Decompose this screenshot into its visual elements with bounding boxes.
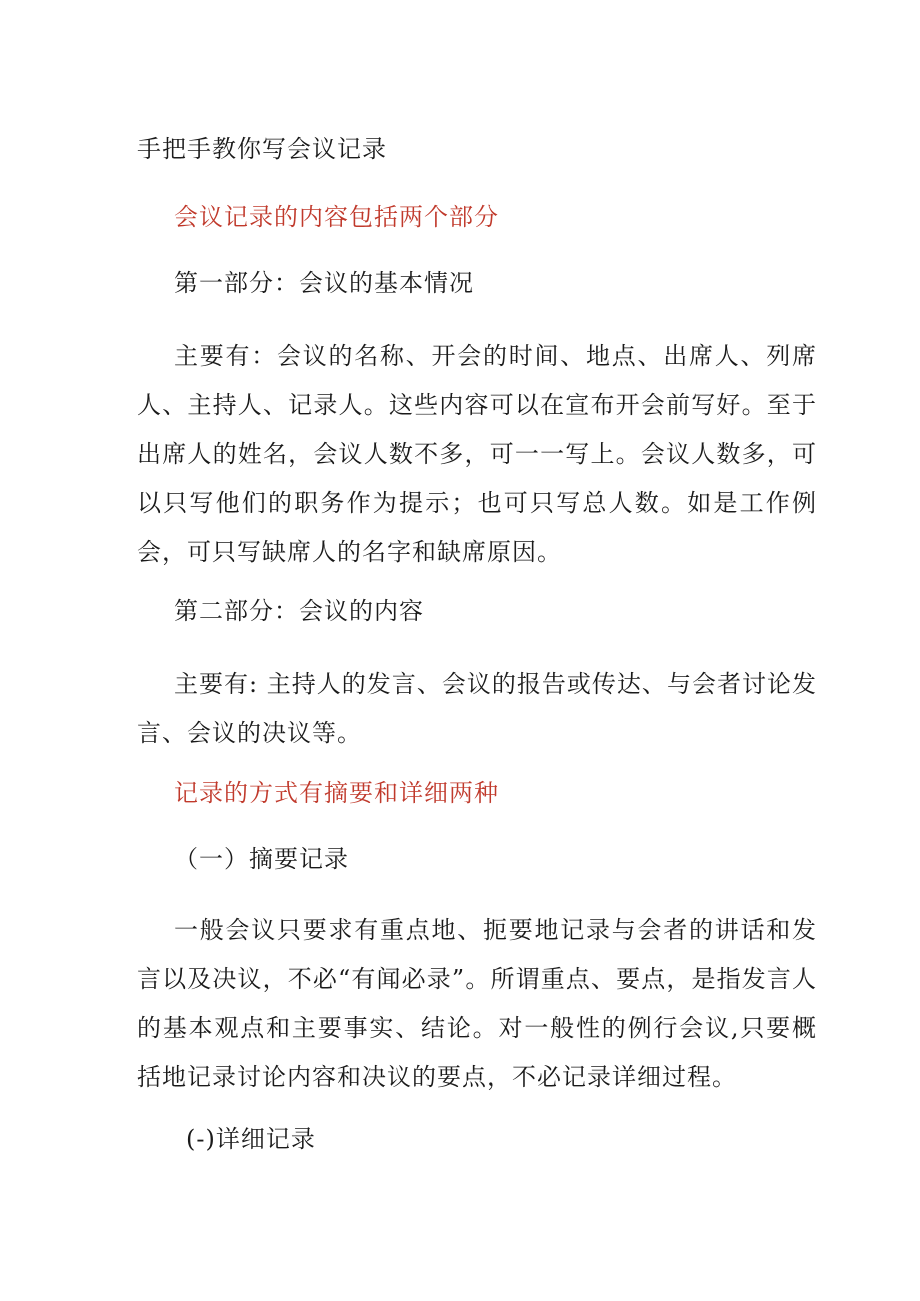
- part1-body: 主要有：会议的名称、开会的时间、地点、出席人、列席人、主持人、记录人。这些内容可以在宣布开会前写好。至于出席人的姓名，会议人数不多，可一一写上。会议人数多，可以只写他们的职务作为提示；也可只写总人数。如是工作例会，可只写缺席人的名字和缺席原因。: [137, 342, 817, 566]
- summary-record-heading: （一）摘要记录: [174, 845, 349, 873]
- summary-record-body: 一般会议只要求有重点地、扼要地记录与会者的讲话和发言以及决议，不必“有闻必录”。所谓重点、要点，是指发言人的基本观点和主要事实、结论。对一般性的例行会议,只要概括地记录讨论内容和决议的要点，不必记录详细过程。: [137, 916, 817, 1091]
- part2-body: 主要有: 主持人的发言、会议的报告或传达、与会者讨论发言、会议的决议等。: [137, 670, 817, 747]
- section-heading-content: 会议记录的内容包括两个部分: [174, 203, 499, 231]
- part2-heading: 第二部分：会议的内容: [174, 597, 424, 625]
- part1-heading: 第一部分：会议的基本情况: [174, 269, 474, 297]
- detail-record-heading: (-)详细记录: [186, 1125, 316, 1153]
- section-heading-methods: 记录的方式有摘要和详细两种: [174, 779, 499, 807]
- document-title: 手把手教你写会议记录: [137, 135, 387, 163]
